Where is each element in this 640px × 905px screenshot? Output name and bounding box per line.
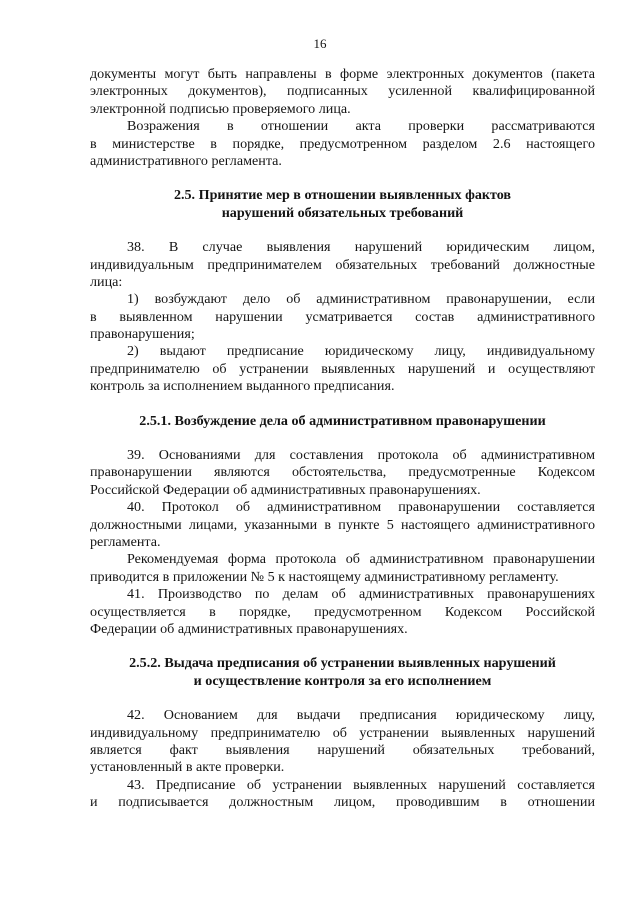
paragraph (90, 239, 595, 291)
text-line: установленный в акте проверки. (90, 759, 285, 776)
paragraph (90, 343, 595, 395)
text-line: правонарушении являются обстоятельства, предусмотренные Кодексом (90, 464, 595, 481)
text-line: в министерстве в порядке, предусмотренном разделом 2.6 настоящего (90, 135, 595, 152)
heading-line: 2.5.1. Возбуждение дела об административном правонарушении (139, 412, 546, 429)
text-line: 40. Протокол об административном правонарушении составляется (127, 499, 595, 516)
text-line: электронной подписью проверяемого лица. (90, 100, 351, 117)
section-heading (90, 655, 595, 690)
text-line: в выявленном нарушении усматривается состав административного (90, 308, 595, 325)
text-line: приводится в приложении № 5 к настоящему административному регламенту. (90, 568, 559, 585)
heading-line: нарушений обязательных требований (221, 204, 464, 221)
text-line: индивидуальному предпринимателю об устранении выявленных нарушений (90, 724, 595, 741)
paragraph (90, 777, 595, 812)
text-line: 38. В случае выявления нарушений юридическим лицом, (127, 239, 595, 256)
text-line: документы могут быть направлены в форме электронных документов (пакета (90, 66, 595, 82)
spacer (90, 638, 595, 655)
section-heading (90, 187, 595, 222)
paragraph (90, 118, 595, 170)
spacer (90, 170, 595, 187)
paragraph (90, 499, 595, 551)
heading-line: 2.5. Принятие мер в отношении выявленных фактов (173, 187, 512, 204)
text-line: Возражения в отношении акта проверки рассматриваются (127, 118, 595, 135)
text-line: лица: (90, 273, 123, 290)
heading-line: и осуществление контроля за его исполнением (193, 672, 492, 689)
text-line: 39. Основаниями для составления протокола об административном (127, 447, 595, 464)
text-line: электронных документов), подписанных усиленной квалифицированной (90, 83, 595, 100)
spacer (90, 430, 595, 447)
spacer (90, 396, 595, 413)
page-number: 16 (313, 36, 327, 51)
paragraph (90, 586, 595, 638)
text-line: 1) возбуждают дело об административном правонарушении, если (127, 291, 595, 308)
spacer (90, 690, 595, 707)
paragraph (90, 551, 595, 586)
text-line: 41. Производство по делам об административных правонарушениях (127, 586, 595, 603)
spacer (90, 222, 595, 239)
text-line: административного регламента. (90, 152, 282, 169)
text-line: Федерации об административных правонарушениях. (90, 620, 408, 637)
text-line: является факт выявления нарушений обязательных требований, (90, 741, 595, 758)
document-body (90, 66, 595, 811)
text-line: осуществляется в порядке, предусмотренном Кодексом Российской (90, 603, 595, 620)
text-line: Российской Федерации об административных правонарушениях. (90, 481, 481, 498)
text-line: предпринимателю об устранении выявленных нарушений и осуществляют (90, 360, 595, 377)
heading-line: 2.5.2. Выдача предписания об устранении выявленных нарушений (129, 655, 556, 672)
text-line: должностными лицами, указанными в пункте 5 настоящего административного (90, 516, 595, 533)
text-line: 43. Предписание об устранении выявленных нарушений составляется (127, 776, 595, 793)
text-line: и подписывается должностным лицом, проводившим в отношении (90, 794, 595, 811)
text-line: правонарушения; (90, 326, 195, 343)
text-line: индивидуальным предпринимателем обязательных требований должностные (90, 256, 595, 273)
text-line: Рекомендуемая форма протокола об административном правонарушении (127, 551, 595, 568)
section-heading (90, 413, 595, 430)
text-line: 2) выдают предписание юридическому лицу, индивидуальному (127, 343, 595, 360)
paragraph (90, 66, 595, 118)
paragraph (90, 447, 595, 499)
text-line: 42. Основанием для выдачи предписания юридическому лицу, (127, 707, 595, 724)
text-line: контроль за исполнением выданного предписания. (90, 378, 395, 395)
paragraph (90, 291, 595, 343)
paragraph (90, 707, 595, 777)
text-line: регламента. (90, 533, 161, 550)
